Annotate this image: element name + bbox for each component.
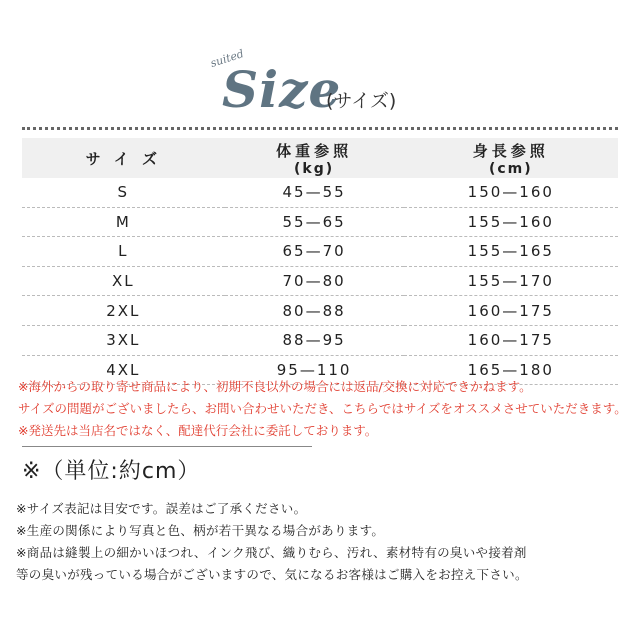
table-row — [22, 207, 618, 237]
cell-size: XL — [22, 266, 225, 296]
note-line: ※生産の関係により写真と色、柄が若干異なる場合があります。 — [16, 523, 385, 538]
cell-height: 155—170 — [404, 266, 618, 296]
unit-divider — [22, 446, 312, 447]
cell-height: 165—180 — [404, 355, 618, 385]
red-notice-block — [18, 376, 627, 442]
cell-height: 155—165 — [404, 237, 618, 267]
header-arc-text: suited — [208, 47, 246, 70]
cell-height: 155—160 — [404, 207, 618, 237]
table-row — [22, 325, 618, 355]
cell-weight: 88—95 — [225, 325, 404, 355]
unit-label: ※（単位:約cm） — [22, 459, 201, 484]
table-row — [22, 178, 618, 207]
cell-weight: 80—88 — [225, 296, 404, 326]
note-line: ※サイズ表記は目安です。誤差はご了承ください。 — [16, 501, 307, 516]
cell-height: 160—175 — [404, 296, 618, 326]
table-header-row — [22, 138, 618, 178]
cell-weight: 95—110 — [225, 355, 404, 385]
note-line: ※商品は縫製上の細かいほつれ、インク飛び、織りむら、汚れ、素材特有の臭いや接着剤 — [16, 545, 527, 560]
table-row — [22, 266, 618, 296]
note-line: 等の臭いが残っている場合がございますので、気になるお客様はご購入をお控え下さい。 — [16, 567, 528, 582]
cell-height: 160—175 — [404, 325, 618, 355]
header-weight: 体重参照 (kg) — [225, 138, 404, 178]
size-header — [0, 40, 640, 130]
size-table — [22, 138, 618, 385]
cell-size: L — [22, 237, 225, 267]
cell-size: M — [22, 207, 225, 237]
red-notice-line: ※海外からの取り寄せ商品により、初期不良以外の場合には返品/交換に対応できかねます。 — [18, 379, 532, 394]
header-title: Size — [222, 60, 342, 119]
cell-size: 4XL — [22, 355, 225, 385]
cell-size: 2XL — [22, 296, 225, 326]
cell-size: S — [22, 178, 225, 207]
cell-height: 150—160 — [404, 178, 618, 207]
table-row — [22, 296, 618, 326]
header-subtitle: (サイズ) — [326, 90, 397, 112]
table-row — [22, 237, 618, 267]
dotted-divider-top — [22, 127, 618, 130]
cell-weight: 65—70 — [225, 237, 404, 267]
notes-block — [16, 498, 626, 586]
cell-weight: 45—55 — [225, 178, 404, 207]
header-size: サ イ ズ — [22, 138, 225, 178]
header-height: 身長参照 (cm) — [404, 138, 618, 178]
red-notice-line: サイズの問題がございましたら、お問い合わせいただき、こちらではサイズをオススメさせていただきます。 — [18, 401, 627, 416]
cell-weight: 55—65 — [225, 207, 404, 237]
cell-size: 3XL — [22, 325, 225, 355]
red-notice-line: ※発送先は当店名ではなく、配達代行会社に委託しております。 — [18, 423, 378, 438]
cell-weight: 70—80 — [225, 266, 404, 296]
